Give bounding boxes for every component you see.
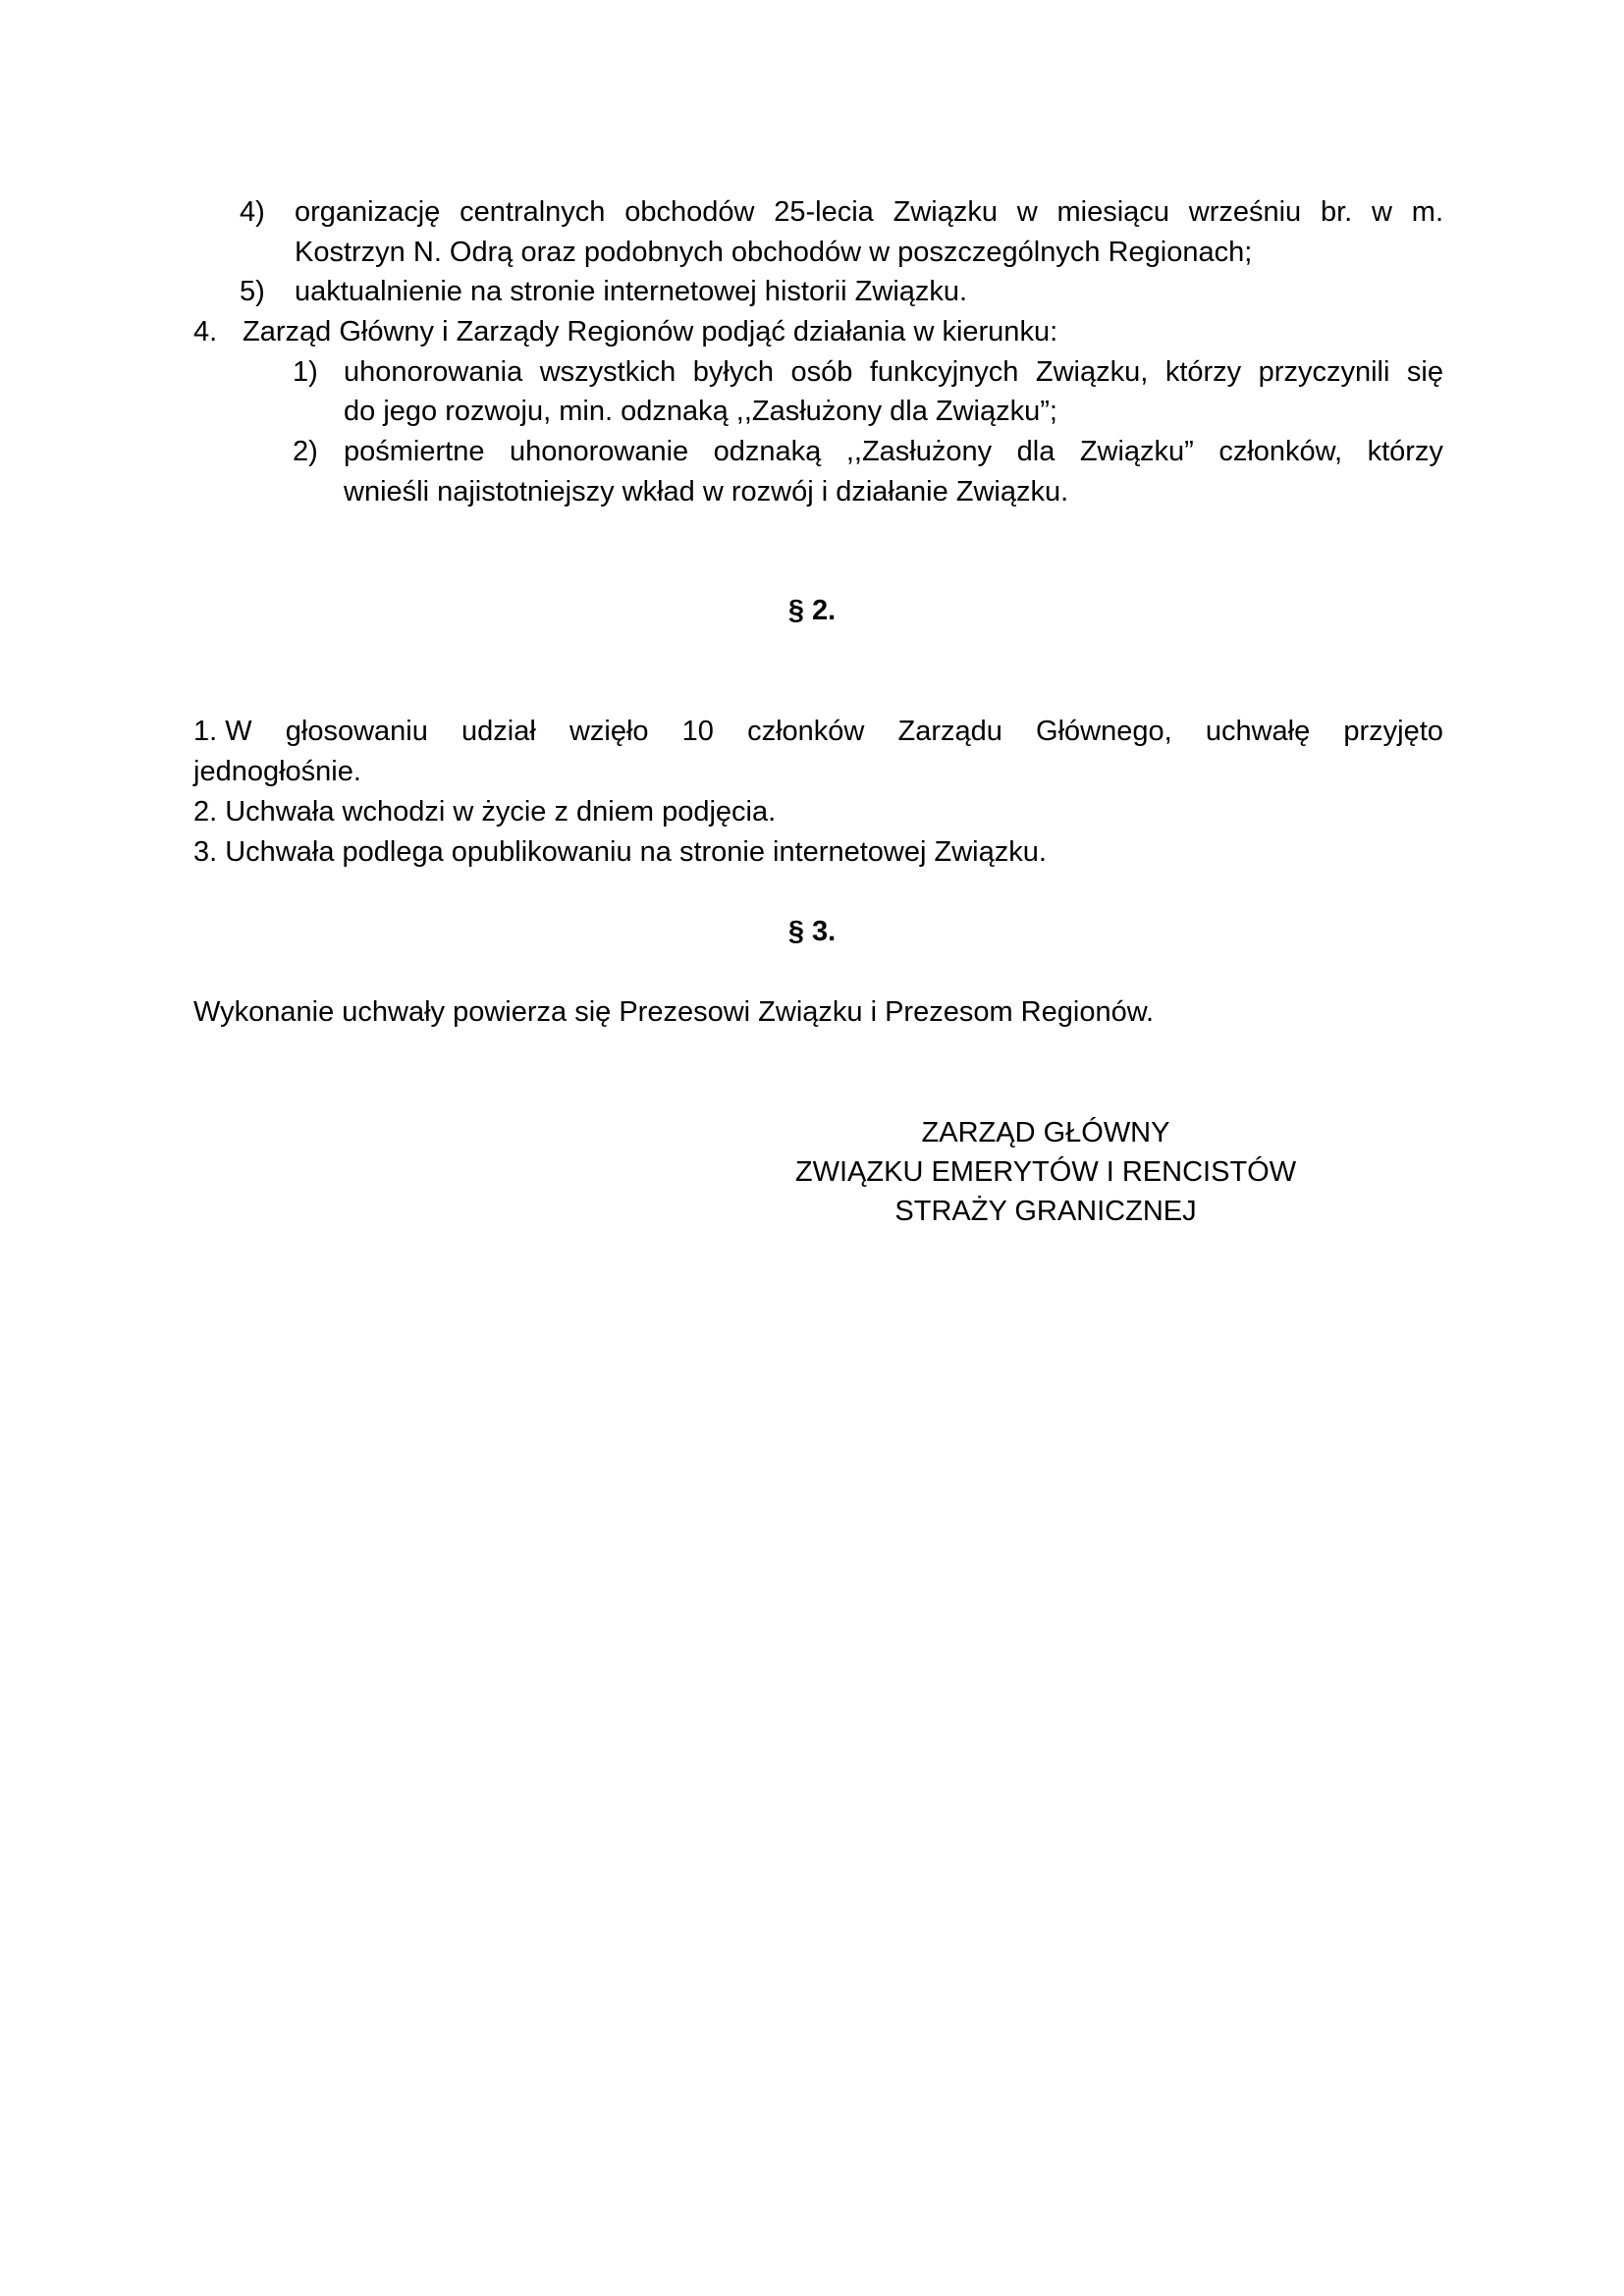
- paragraph-line: [193, 718, 1443, 746]
- word: Głównego,: [1036, 716, 1172, 747]
- point-number: 4.: [193, 316, 218, 347]
- word: dla: [1016, 436, 1056, 467]
- word: m.: [1411, 196, 1443, 228]
- word: Związku: [893, 196, 998, 228]
- word: przyjęto: [1343, 716, 1443, 747]
- list-item-text-line: do jego rozwoju, min. odznaką ,,Zasłużony dla Związku”;: [344, 396, 1057, 427]
- paragraph-line: jednogłośnie.: [193, 756, 361, 787]
- word: organizację: [295, 196, 441, 228]
- word: wrześniu: [1188, 196, 1302, 228]
- word: funkcyjnych: [869, 356, 1019, 388]
- list-number: 2): [293, 436, 318, 467]
- word: którzy: [1164, 356, 1242, 388]
- word: członków: [747, 716, 865, 747]
- word: miesiącu: [1056, 196, 1169, 228]
- paragraph-line: Wykonanie uchwały powierza się Prezesowi Związku i Prezesom Regionów.: [193, 996, 1155, 1028]
- word: się: [1406, 356, 1443, 388]
- word: udział: [461, 716, 536, 747]
- word: głosowaniu: [285, 716, 428, 747]
- list-number: 5): [240, 276, 265, 307]
- section-heading: § 3.: [787, 916, 837, 947]
- list-number: 1): [293, 356, 318, 388]
- word: byłych: [692, 356, 774, 388]
- signature-line: ZARZĄD GŁÓWNY: [921, 1117, 1170, 1148]
- signature-line: STRAŻY GRANICZNEJ: [894, 1196, 1197, 1227]
- word: 1. W: [193, 716, 252, 747]
- word: którzy: [1367, 436, 1443, 467]
- word: uhonorowania: [344, 356, 523, 388]
- paragraph-line: 2. Uchwała wchodzi w życie z dniem podjęcia.: [193, 796, 777, 828]
- word: br.: [1320, 196, 1353, 228]
- list-item-text-line: Kostrzyn N. Odrą oraz podobnych obchodów w poszczególnych Regionach;: [295, 237, 1253, 268]
- word: obchodów: [624, 196, 755, 228]
- word: wzięło: [568, 716, 649, 747]
- list-number: 4): [240, 196, 265, 228]
- list-item-text-line: [295, 198, 1443, 227]
- word: przyczynili: [1258, 356, 1390, 388]
- word: Związku”: [1079, 436, 1194, 467]
- word: uhonorowanie: [509, 436, 689, 467]
- list-item-text-line: [344, 358, 1443, 387]
- word: 25-lecia: [774, 196, 874, 228]
- list-item-text-line: wnieśli najistotniejszy wkład w rozwój i działanie Związku.: [344, 476, 1069, 507]
- word: pośmiertne: [344, 436, 485, 467]
- word: Zarządu: [897, 716, 1002, 747]
- signature-line: ZWIĄZKU EMERYTÓW I RENCISTÓW: [794, 1156, 1297, 1188]
- word: uchwałę: [1205, 716, 1311, 747]
- word: ,,Zasłużony: [845, 436, 993, 467]
- word: w: [1016, 196, 1038, 228]
- list-item-text-line: uaktualnienie na stronie internetowej historii Związku.: [295, 276, 968, 307]
- point-text: Zarząd Główny i Zarządy Regionów podjąć działania w kierunku:: [243, 316, 1058, 347]
- word: wszystkich: [539, 356, 677, 388]
- paragraph-line: 3. Uchwała podlega opublikowaniu na stronie internetowej Związku.: [193, 836, 1047, 868]
- word: centralnych: [460, 196, 606, 228]
- word: Związku,: [1035, 356, 1149, 388]
- word: członków,: [1218, 436, 1343, 467]
- word: osób: [790, 356, 853, 388]
- word: w: [1372, 196, 1392, 228]
- list-item-text-line: [344, 438, 1443, 466]
- word: odznaką: [713, 436, 822, 467]
- word: 10: [681, 716, 714, 747]
- section-heading: § 2.: [787, 595, 837, 626]
